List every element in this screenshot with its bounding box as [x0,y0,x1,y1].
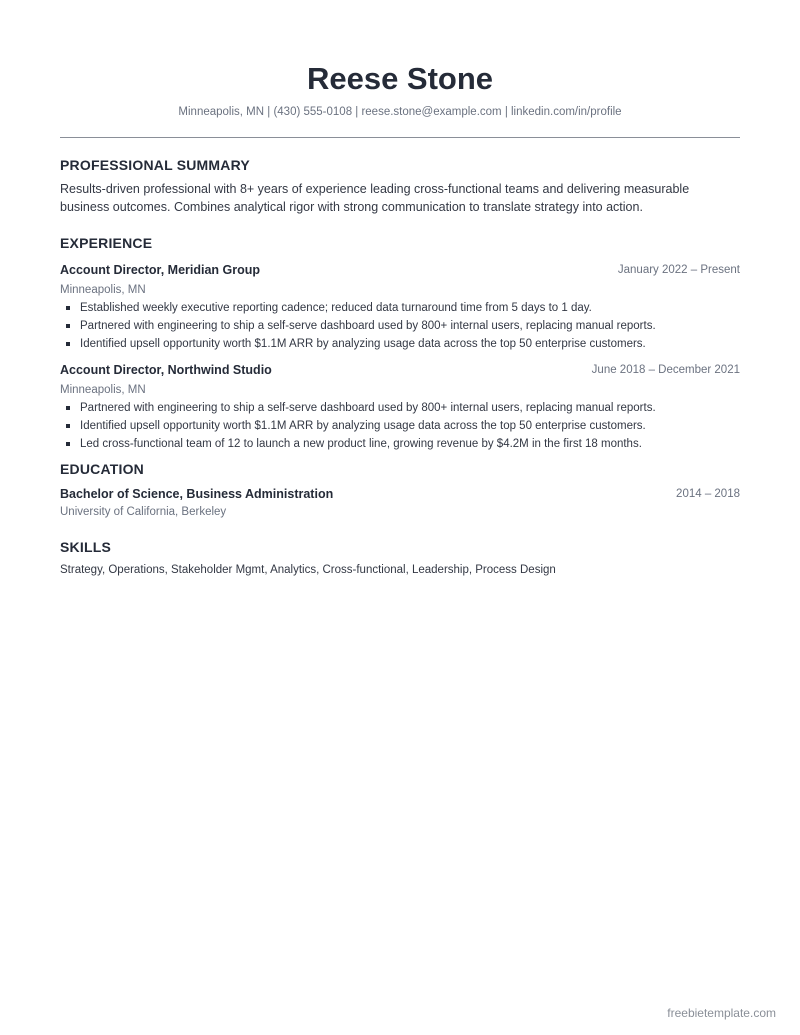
job-bullet: Partnered with engineering to ship a self-serve dashboard used by 800+ internal users, replacing manual reports. [60,317,740,335]
job-bullet: Partnered with engineering to ship a self-serve dashboard used by 800+ internal users, replacing manual reports. [60,399,740,417]
education-heading: EDUCATION [60,461,144,477]
job-bullet-list [60,299,740,353]
contact-line: Minneapolis, MN | (430) 555-0108 | reese.stone@example.com | linkedin.com/in/profile [178,106,622,118]
skills-heading: SKILLS [60,539,111,555]
education-school: University of California, Berkeley [60,506,227,518]
job-bullet: Identified upsell opportunity worth $1.1M ARR by analyzing usage data across the top 50 enterprise customers. [60,335,740,353]
footer-watermark[interactable]: freebietemplate.com [667,1006,776,1020]
job-title: Account Director, Meridian Group [60,263,261,277]
job-location: Minneapolis, MN [60,384,146,396]
candidate-name: Reese Stone [306,61,494,96]
job-bullet: Led cross-functional team of 12 to launch a new product line, growing revenue by $4.2M in the first 18 months. [60,435,740,453]
education-dates: 2014 – 2018 [676,488,740,500]
summary-text: Results-driven professional with 8+ years of experience leading cross-functional teams and delivering measurable business outcomes. Combines analytical rigor with strong communication to translate strategy into action. [60,182,690,214]
job-dates: June 2018 – December 2021 [591,364,740,376]
job-bullet-list [60,399,740,453]
job-location: Minneapolis, MN [60,284,146,296]
header-divider [60,137,740,138]
summary-heading: PROFESSIONAL SUMMARY [60,157,250,173]
job-title: Account Director, Northwind Studio [60,363,272,377]
education-degree: Bachelor of Science, Business Administration [60,487,334,501]
job-dates: January 2022 – Present [617,264,740,276]
skills-list: Strategy, Operations, Stakeholder Mgmt, Analytics, Cross-functional, Leadership, Process Design [60,564,556,576]
experience-heading: EXPERIENCE [60,235,153,251]
job-bullet: Established weekly executive reporting cadence; reduced data turnaround time from 5 days to 1 day. [60,299,740,317]
job-bullet: Identified upsell opportunity worth $1.1M ARR by analyzing usage data across the top 50 enterprise customers. [60,417,740,435]
